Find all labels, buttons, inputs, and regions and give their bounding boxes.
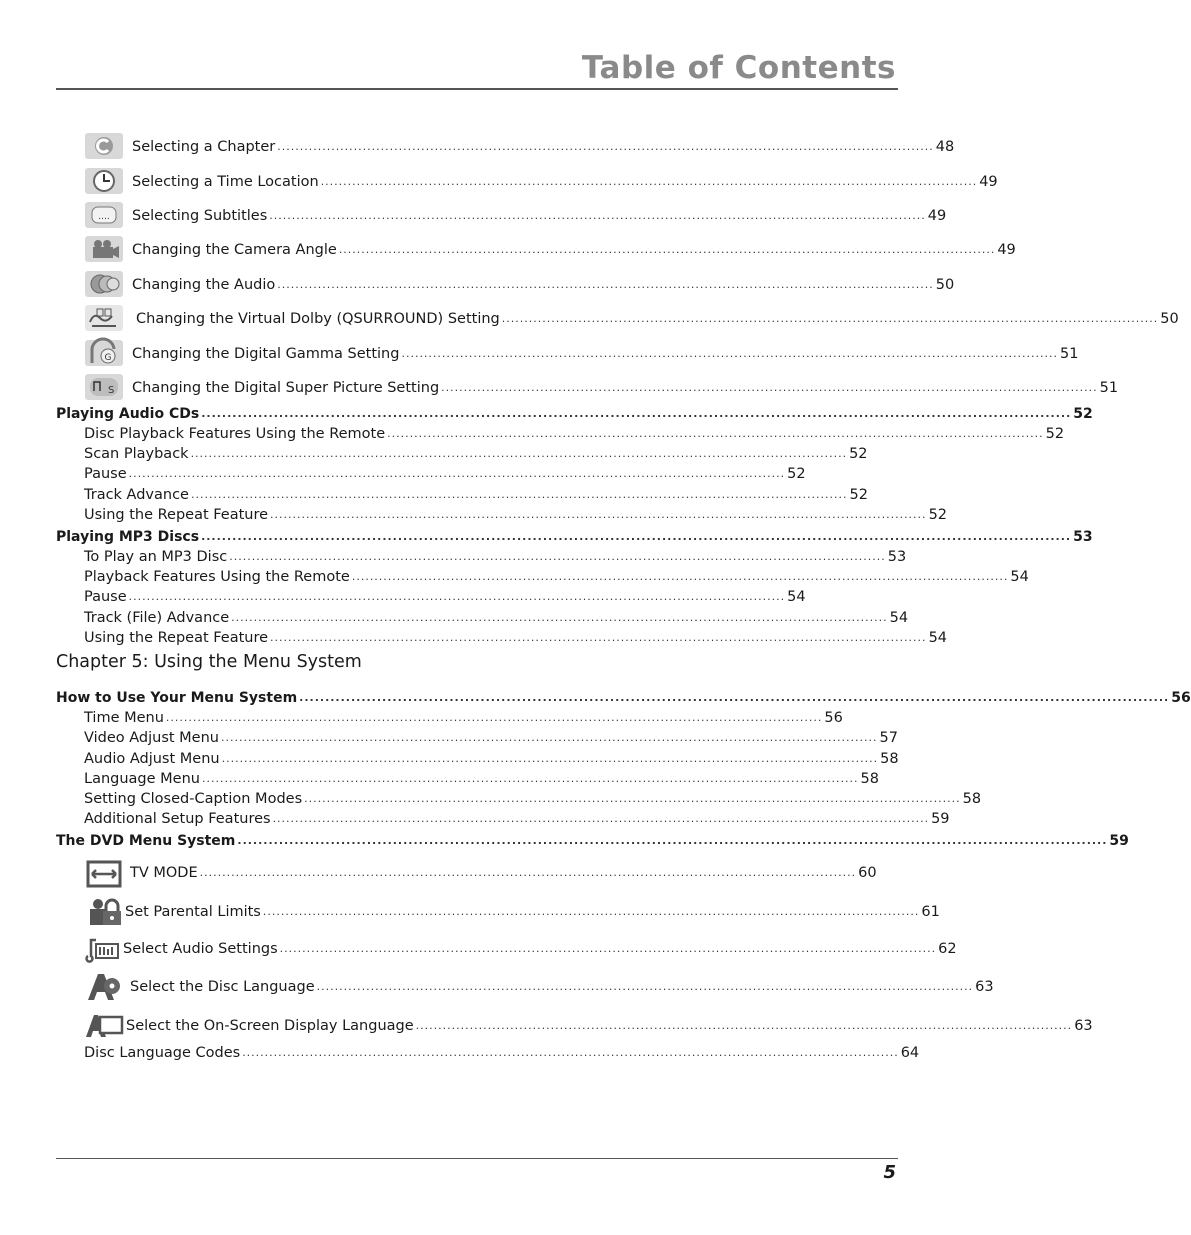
dot-leader: .................................................................................................................................................. bbox=[242, 1046, 899, 1059]
dot-leader: .................................................................................................................................................. bbox=[270, 631, 927, 644]
toc-entry[interactable]: Scan Playback .................................................................................................................................................. 52 bbox=[84, 443, 674, 465]
toc-entry[interactable]: Setting Closed-Caption Modes .................................................................................................................................................. 58 bbox=[84, 788, 674, 810]
dot-leader: .................................................................................................................................................. bbox=[231, 611, 888, 624]
toc-entry-parental-limits[interactable]: Set Parental Limits .................................................................................................................................................. 61 bbox=[125, 901, 674, 923]
dot-leader: .................................................................................................................................................. bbox=[401, 347, 1058, 360]
dot-leader: .................................................................................................................................................. bbox=[128, 467, 786, 480]
toc-entry[interactable]: To Play an MP3 Disc .................................................................................................................................................. 53 bbox=[84, 546, 674, 568]
dot-leader: .................................................................................................................................................. bbox=[199, 866, 857, 879]
audio-icon bbox=[84, 270, 124, 298]
toc-entry[interactable]: Track (File) Advance .................................................................................................................................................. 54 bbox=[84, 607, 674, 629]
dolby-icon bbox=[84, 304, 124, 332]
toc-entry-changing-audio[interactable]: Changing the Audio .................................................................................................................................................. 50 bbox=[132, 274, 674, 296]
toc-entry-audio-settings[interactable]: Select Audio Settings .................................................................................................................................................. 62 bbox=[123, 938, 674, 960]
toc-entry-virtual-dolby[interactable]: Changing the Virtual Dolby (QSURROUND) Setting .................................................................................................................................................. 50 bbox=[136, 308, 674, 330]
toc-section-dvd-menu[interactable]: The DVD Menu System ........................................................................................................................................................................ 59 bbox=[56, 830, 674, 852]
dot-leader: .................................................................................................................................................. bbox=[279, 942, 937, 955]
dot-leader: .................................................................................................................................................. bbox=[338, 243, 996, 256]
dot-leader: .................................................................................................................................................. bbox=[201, 772, 859, 785]
dot-leader: .................................................................................................................................................. bbox=[262, 905, 920, 918]
dot-leader: .................................................................................................................................................. bbox=[316, 980, 974, 993]
osd-language-icon bbox=[84, 1013, 124, 1039]
chapter-icon bbox=[84, 132, 124, 160]
dot-leader: .................................................................................................................................................. bbox=[501, 312, 1159, 325]
dot-leader: ........................................................................................................................................................................ bbox=[299, 691, 1170, 704]
toc-entry-osd-language[interactable]: Select the On-Screen Display Language .................................................................................................................................................. 63 bbox=[126, 1015, 674, 1037]
toc-section-audio-cds[interactable]: Playing Audio CDs ........................................................................................................................................................................ 52 bbox=[56, 403, 674, 425]
page-title: Table of Contents bbox=[581, 50, 896, 86]
tv-mode-icon bbox=[86, 860, 122, 888]
toc-entry[interactable]: Audio Adjust Menu .................................................................................................................................................. 58 bbox=[84, 748, 674, 770]
clock-icon bbox=[84, 167, 124, 195]
dot-leader: .................................................................................................................................................. bbox=[221, 752, 879, 765]
svg-text:....: .... bbox=[98, 212, 110, 222]
dot-leader: ........................................................................................................................................................................ bbox=[201, 530, 1072, 543]
toc-entry[interactable]: Additional Setup Features .................................................................................................................................................. 59 bbox=[84, 808, 674, 830]
toc-entry[interactable]: Using the Repeat Feature .................................................................................................................................................. 52 bbox=[84, 504, 674, 526]
dot-leader: .................................................................................................................................................. bbox=[441, 381, 1098, 394]
toc-entry-selecting-subtitles[interactable]: Selecting Subtitles .................................................................................................................................................. 49 bbox=[132, 205, 674, 227]
dot-leader: .................................................................................................................................................. bbox=[272, 812, 930, 825]
dot-leader: .................................................................................................................................................. bbox=[220, 731, 878, 744]
toc-section-menu-system[interactable]: How to Use Your Menu System ........................................................................................................................................................................ 56 bbox=[56, 687, 674, 709]
footer-rule bbox=[56, 1158, 898, 1159]
toc-entry[interactable]: Playback Features Using the Remote .................................................................................................................................................. 54 bbox=[84, 566, 674, 588]
toc-entry-disc-language[interactable]: Select the Disc Language .................................................................................................................................................. 63 bbox=[130, 976, 674, 998]
parental-lock-icon bbox=[86, 897, 122, 927]
dot-leader: .................................................................................................................................................. bbox=[277, 278, 934, 291]
dot-leader: .................................................................................................................................................. bbox=[270, 508, 927, 521]
svg-text:G: G bbox=[104, 353, 112, 363]
dot-leader: .................................................................................................................................................. bbox=[277, 140, 934, 153]
toc-entry-selecting-time-location[interactable]: Selecting a Time Location .................................................................................................................................................. 49 bbox=[132, 171, 674, 193]
toc-entry-digital-super-picture[interactable]: Changing the Digital Super Picture Setting .................................................................................................................................................. 51 bbox=[132, 377, 674, 399]
toc-entry[interactable]: Pause .................................................................................................................................................. 52 bbox=[84, 463, 674, 485]
dot-leader: .................................................................................................................................................. bbox=[128, 590, 786, 603]
toc-entry[interactable]: Language Menu .................................................................................................................................................. 58 bbox=[84, 768, 674, 790]
dot-leader: .................................................................................................................................................. bbox=[415, 1019, 1073, 1032]
super-picture-icon bbox=[84, 373, 124, 401]
dot-leader: .................................................................................................................................................. bbox=[351, 570, 1009, 583]
toc-entry-disc-language-codes[interactable]: Disc Language Codes .................................................................................................................................................. 64 bbox=[84, 1042, 674, 1064]
dot-leader: .................................................................................................................................................. bbox=[190, 447, 848, 460]
gamma-icon bbox=[84, 339, 124, 367]
toc-entry[interactable]: Using the Repeat Feature .................................................................................................................................................. 54 bbox=[84, 627, 674, 649]
camera-icon bbox=[84, 235, 124, 263]
audio-settings-icon bbox=[84, 936, 120, 962]
dot-leader: .................................................................................................................................................. bbox=[387, 427, 1044, 440]
dot-leader: .................................................................................................................................................. bbox=[190, 488, 848, 501]
svg-text:S: S bbox=[108, 385, 115, 396]
toc-entry[interactable]: Pause .................................................................................................................................................. 54 bbox=[84, 586, 674, 608]
toc-entry[interactable]: Video Adjust Menu .................................................................................................................................................. 57 bbox=[84, 727, 674, 749]
toc-entry-digital-gamma[interactable]: Changing the Digital Gamma Setting .................................................................................................................................................. 51 bbox=[132, 343, 674, 365]
dot-leader: ........................................................................................................................................................................ bbox=[237, 834, 1108, 847]
toc-entry[interactable]: Track Advance .................................................................................................................................................. 52 bbox=[84, 484, 674, 506]
chapter-heading: Chapter 5: Using the Menu System bbox=[56, 652, 362, 672]
subtitle-icon bbox=[84, 201, 124, 229]
toc-entry[interactable]: Time Menu .................................................................................................................................................. 56 bbox=[84, 707, 674, 729]
dot-leader: .................................................................................................................................................. bbox=[269, 209, 926, 222]
toc-entry-tv-mode[interactable]: TV MODE .................................................................................................................................................. 60 bbox=[130, 862, 674, 884]
toc-entry[interactable]: Disc Playback Features Using the Remote .................................................................................................................................................. 52 bbox=[84, 423, 674, 445]
header-rule bbox=[56, 88, 898, 90]
toc-section-mp3-discs[interactable]: Playing MP3 Discs ........................................................................................................................................................................ 53 bbox=[56, 526, 674, 548]
dot-leader: .................................................................................................................................................. bbox=[229, 550, 886, 563]
toc-entry-camera-angle[interactable]: Changing the Camera Angle .................................................................................................................................................. 49 bbox=[132, 239, 674, 261]
dot-leader: .................................................................................................................................................. bbox=[320, 175, 978, 188]
dot-leader: ........................................................................................................................................................................ bbox=[201, 407, 1072, 420]
dot-leader: .................................................................................................................................................. bbox=[304, 792, 961, 805]
dot-leader: .................................................................................................................................................. bbox=[165, 711, 823, 724]
toc-entry-selecting-chapter[interactable]: Selecting a Chapter .................................................................................................................................................. 48 bbox=[132, 136, 674, 158]
disc-language-icon bbox=[86, 972, 122, 1002]
page-number: 5 bbox=[883, 1162, 896, 1183]
